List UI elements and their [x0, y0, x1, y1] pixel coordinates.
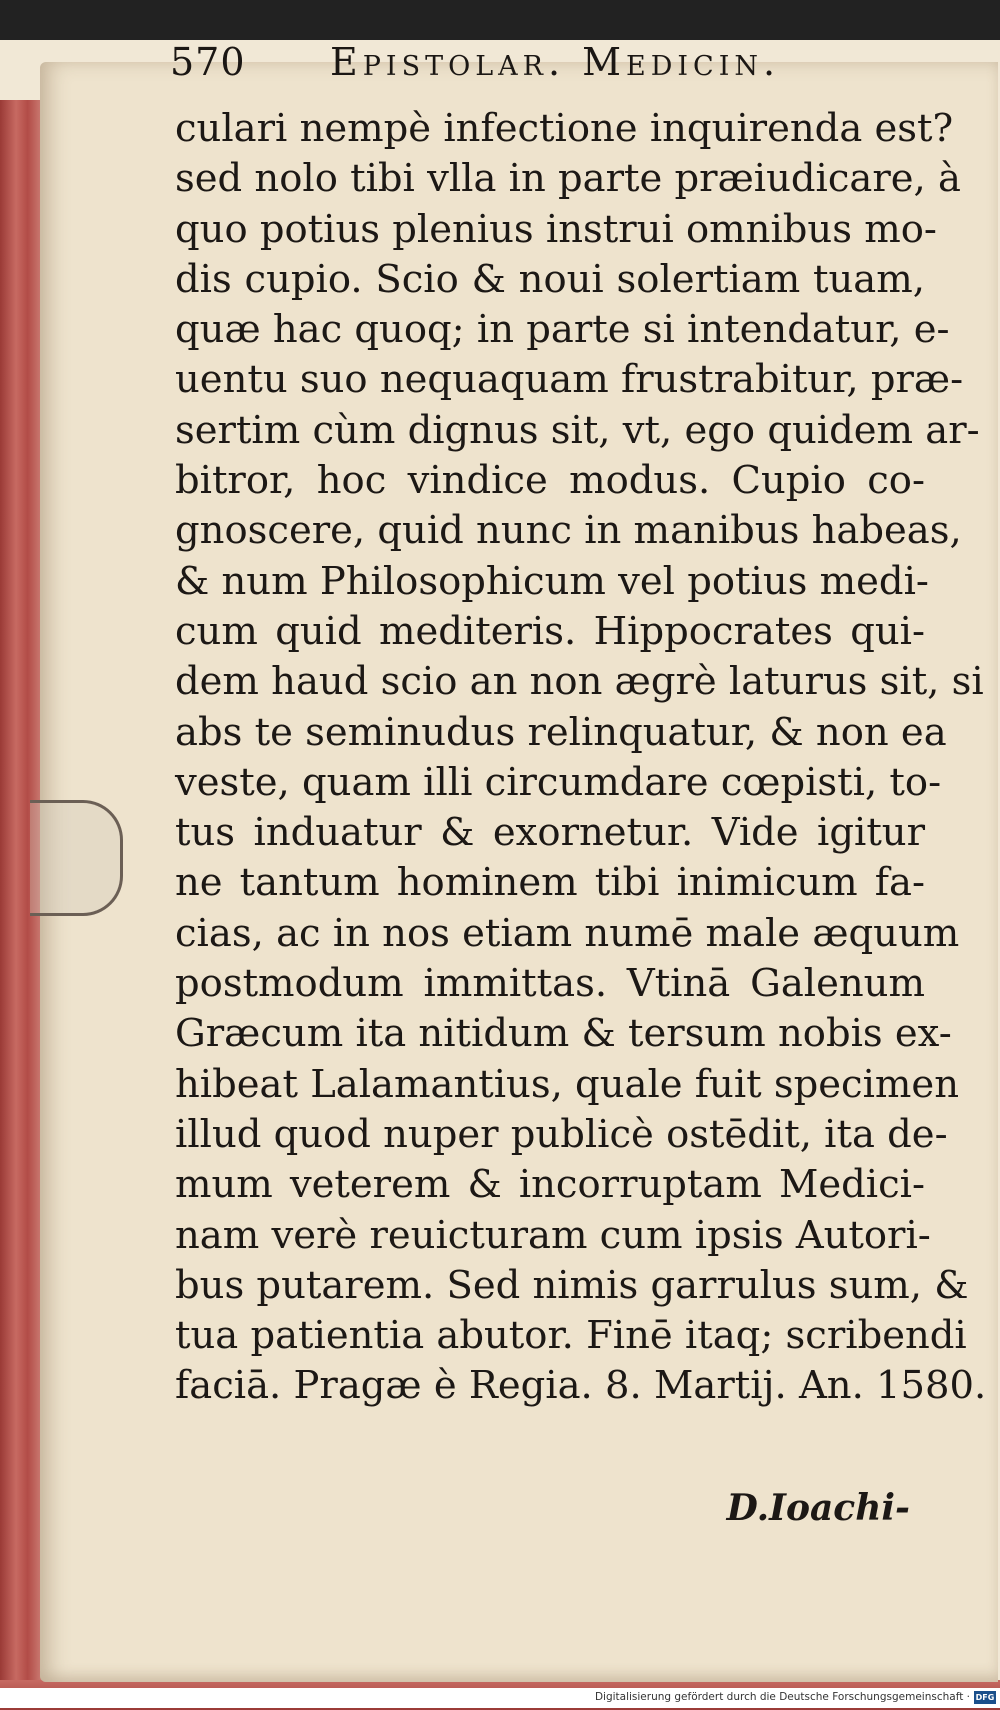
dfg-logo: DFG: [975, 1693, 995, 1702]
text-line: abs te seminudus relinquatur, & non ea: [175, 709, 947, 755]
running-title: Epistolar. Medicin.: [330, 40, 781, 84]
text-line: dem haud scio an non ægrè laturus sit, si: [175, 659, 984, 705]
text-line: gnoscere, quid nunc in manibus habeas,: [175, 508, 962, 554]
text-line: culari nempè infectione inquirenda est?: [175, 106, 954, 151]
text-line: tus induatur & exornetur. Vide igitur: [175, 810, 925, 856]
text-line: tua patientia abutor. Finē itaq; scribendi: [175, 1313, 967, 1359]
text-line: bitror, hoc vindice modus. Cupio co-: [175, 458, 925, 504]
text-line: illud quod nuper publicè ostēdit, ita de-: [175, 1111, 948, 1157]
text-line: cum quid mediteris. Hippocrates qui-: [175, 608, 925, 654]
catchword: D.Ioachi-: [726, 1487, 910, 1529]
text-line: veste, quam illi circumdare cœpisti, to-: [175, 759, 942, 805]
text-line: mum veterem & incorruptam Medici-: [175, 1162, 925, 1208]
text-line: ne tantum hominem tibi inimicum fa-: [175, 860, 925, 906]
text-line: quæ hac quoq; in parte si intendatur, e-: [175, 307, 950, 353]
body-text: [175, 104, 987, 1412]
text-line: faciā. Pragæ è Regia. 8. Martij. An. 1580.: [175, 1363, 987, 1409]
text-line: nam verè reuicturam cum ipsis Autori-: [175, 1212, 931, 1258]
text-line: postmodum immittas. Vtinā Galenum: [175, 961, 925, 1007]
footer-credit: Digitalisierung gefördert durch die Deutsche Forschungsgemeinschaft ·: [594, 1691, 970, 1703]
text-line: & num Philosophicum vel potius medi-: [175, 558, 929, 604]
text-line: quo potius plenius instrui omnibus mo-: [175, 206, 937, 252]
page-clip: [30, 800, 123, 916]
text-line: bus putarem. Sed nimis garrulus sum, &: [175, 1262, 969, 1308]
text-line: uentu suo nequaquam frustrabitur, præ-: [175, 357, 964, 403]
text-line: sertim cùm dignus sit, vt, ego quidem ar-: [175, 407, 980, 453]
digitization-footer: [0, 1688, 1000, 1708]
text-line: sed nolo tibi vlla in parte præiudicare, à: [175, 156, 961, 202]
page-number: 570: [170, 40, 246, 84]
text-line: Græcum ita nitidum & tersum nobis ex-: [175, 1011, 952, 1057]
text-line: hibeat Lalamantius, quale fuit specimen: [175, 1061, 960, 1107]
text-line: dis cupio. Scio & noui solertiam tuam,: [175, 256, 925, 302]
text-line: cias, ac in nos etiam numē male æquum: [175, 910, 960, 956]
running-header: [170, 40, 910, 100]
